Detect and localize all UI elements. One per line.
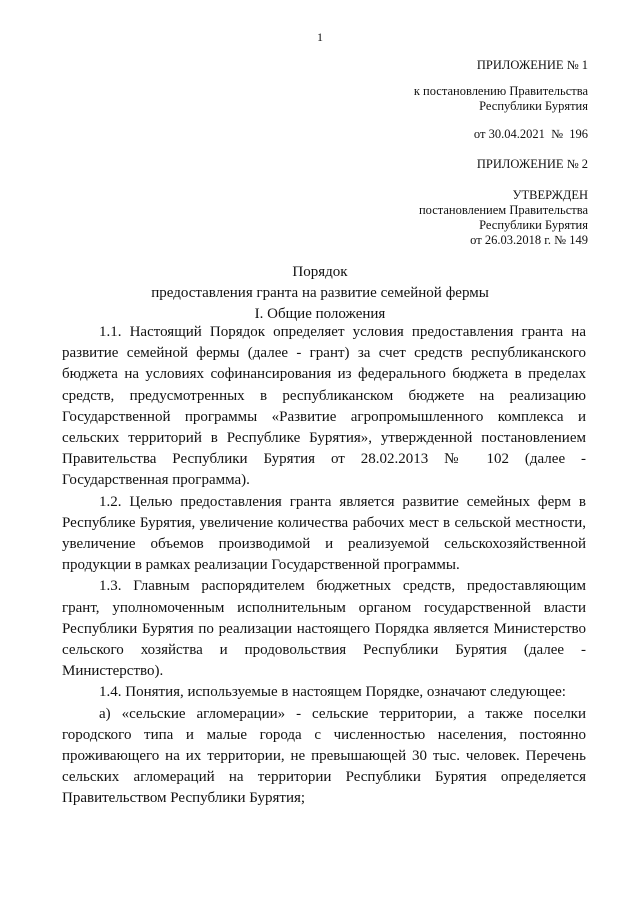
document-subtitle: предоставления гранта на развитие семейной фермы [151,285,489,301]
document-body [62,322,586,810]
approval-block [419,188,588,248]
appendix-1-date-block [474,127,588,142]
appendix-2-title [477,157,588,172]
appendix-1-reference [414,84,588,114]
appendix-2-title-text: ПРИЛОЖЕНИЕ № 2 [476,157,588,171]
appendix-1-line1: к постановлению Правительства [413,84,588,98]
section-heading: I. Общие положения [254,306,386,322]
document-heading [0,262,640,325]
paragraph-1-4: 1.4. Понятия, используемые в настоящем Порядке, означают следующее: [99,684,566,701]
paragraph-1-2: 1.2. Целью предоставления гранта является развитие семейных ферм в Республике Бурятия, увеличение количества рабочих мест в сельской местности, увеличение объемов производимой и реализуемой сельскохозяйственной продукции в рамках реализации Государственной программы. [62,493,586,574]
appendix-1-title-text: ПРИЛОЖЕНИЕ № 1 [476,58,588,72]
appendix-1-title [477,58,588,73]
document-title: Порядок [292,264,348,280]
approval-line2: Республики Бурятия [479,218,588,232]
paragraph-1-1: 1.1. Настоящий Порядок определяет условия предоставления гранта на развитие семейной фермы (далее - грант) за счет средств республиканского бюджета на условиях софинансирования из федерального бюджета в пределах средств, предусмотренных в республиканском бюджете на реализацию Государственной программы «Развитие агропромышленного комплекса и сельских территорий в Республике Бурятия», утвержденной постановлением Правительства Республики Бурятия от 28.02.2013 № 102 (далее - Государственная программа). [62,324,586,489]
approval-line1: постановлением Правительства [418,203,588,217]
approval-stamp-word: УТВЕРЖДЕН [512,188,588,202]
appendix-1-date: от 30.04.2021 № 196 [473,127,588,141]
approval-date: от 26.03.2018 г. № 149 [470,233,588,247]
page-number: 1 [317,30,323,44]
paragraph-1-4-a: а) «сельские агломерации» - сельские территории, а также поселки городского типа и малые города с численностью населения, постоянно проживающего на их территории, не превышающей 30 тыс. человек. Перечень сельских агломераций на территории Республики Бурятия определяется Правительством Республики Бурятия; [62,705,586,807]
paragraph-1-3: 1.3. Главным распорядителем бюджетных средств, предоставляющим грант, уполномоченным исполнительным органом государственной власти Республики Бурятия по реализации настоящего Порядка является Министерство сельского хозяйства и продовольствия Республики Бурятия (далее - Министерство). [62,578,586,680]
appendix-1-line2: Республики Бурятия [479,99,588,113]
